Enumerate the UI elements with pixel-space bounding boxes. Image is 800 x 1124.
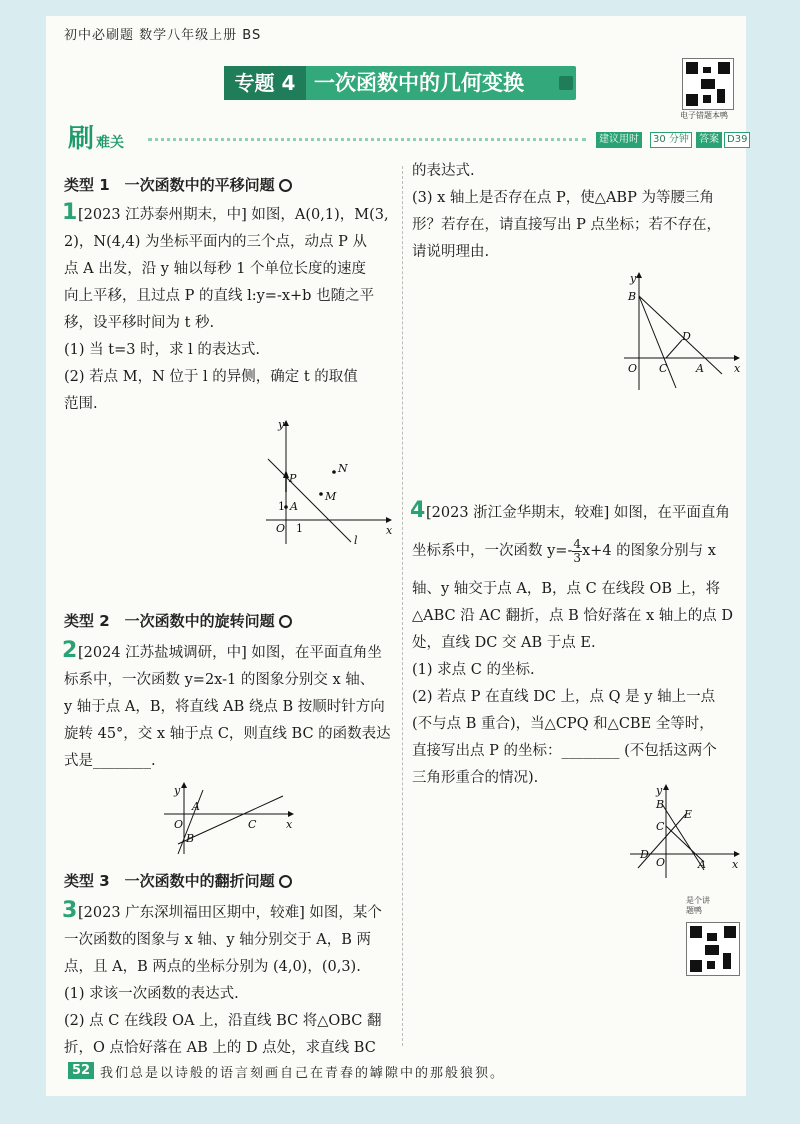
axis-label-y: y [174,784,181,797]
q3-number: 3 [62,898,78,923]
label-o: O [174,818,184,831]
q2-text-rest [64,667,394,775]
section-big-char: 刷 [68,124,95,154]
q4-text [412,500,742,527]
label-one-y: 1 [278,500,285,513]
q1-line: 2)，N(4,4) 为坐标平面内的三个点，动点 P 从 [64,234,368,250]
q1-text [64,202,394,229]
q2-number: 2 [62,638,78,663]
label-c: C [248,818,257,831]
answer-value: D39 [724,132,750,148]
time-label: 建议用时 [596,132,642,148]
label-l: l [354,534,358,547]
target-icon [279,179,292,192]
header-text: 初中必刷题 数学八年级上册 BS [64,28,262,43]
q3-line: 一次函数的图象与 x 轴、y 轴分别交于 A，B 两 [64,932,372,948]
section-small: 难关 [96,135,124,151]
column-divider [402,166,403,1046]
q4-line: 处，直线 DC 交 AB 于点 E. [412,635,596,651]
type2-heading: 类型 2 一次函数中的旋转问题 [64,610,292,631]
label-a: A [192,800,200,813]
q3-figure [614,270,744,400]
q4-line2-post: x+4 的图象分别与 x [582,543,716,559]
label-a: A [290,500,298,513]
label-c: C [656,820,665,833]
qr-code-icon[interactable] [686,922,740,976]
label-o: O [628,362,638,375]
section-divider [148,138,586,141]
puzzle-icon [559,76,573,90]
q2-line: 式是________. [64,753,156,769]
q3-line: 点，且 A，B 两点的坐标分别为 (4,0)，(0,3). [64,959,361,975]
q4-line: 轴、y 轴交于点 A，B，点 C 在线段 OB 上，将 [412,581,721,597]
label-o: O [276,522,286,535]
q1-line: 点 A 出发，沿 y 轴以每秒 1 个单位长度的速度 [64,261,367,277]
q4-number: 4 [410,498,426,523]
fraction-numerator: 4 [573,536,581,551]
axis-label-y: y [656,784,663,797]
q3-continued [412,158,742,266]
answer-label: 答案 [696,132,722,148]
q1-line: 向上平移，且过点 P 的直线 l:y=-x+b 也随之平 [64,288,375,304]
q1-line: (1) 当 t=3 时，求 l 的表达式. [64,342,261,358]
q4-line: 三角形重合的情况). [412,770,539,786]
q4-figure [624,782,744,882]
footer-motto: 我们总是以诗般的语言刻画自己在青春的罅隙中的那般狼狈。 [100,1066,506,1081]
label-a: A [696,362,704,375]
q1-figure [256,414,396,554]
q1-line: 范围. [64,396,98,412]
q1-text-rest [64,229,394,418]
qr-caption-bottom: 是个讲题鸭 [686,896,710,915]
axis-label-y: y [278,418,285,431]
top-header [46,16,746,44]
axis-label-x: x [732,858,739,871]
label-d: D [640,848,649,861]
type1-heading: 类型 1 一次函数中的平移问题 [64,174,292,195]
q2-line: y 轴于点 A，B，将直线 AB 绕点 B 按顺时针方向 [64,699,385,715]
q3-line: (2) 点 C 在线段 OA 上，沿直线 BC 将△OBC 翻 [64,1013,382,1029]
q1-line: [2023 江苏泰州期末，中] 如图，A(0,1)，M(3, [78,207,389,223]
label-b: B [628,290,637,303]
target-icon [279,875,292,888]
q3-cont-line: 的表达式. [412,163,475,179]
q2-figure [158,780,298,860]
section-header [68,124,748,154]
q4-line2 [412,536,742,566]
fraction-denominator: 3 [573,550,581,565]
q3-cont-line: 请说明理由. [412,244,490,260]
label-m: M [325,490,337,503]
q3-cont-line: (3) x 轴上是否存在点 P，使△ABP 为等腰三角 [412,190,714,206]
q4-line: [2023 浙江金华期末，较难] 如图，在平面直角 [426,505,730,521]
q4-line: △ABC 沿 AC 翻折，点 B 恰好落在 x 轴上的点 D [412,608,734,624]
label-o: O [656,856,666,869]
q2-text [64,640,394,667]
label-c: C [659,362,668,375]
label-b: B [656,798,665,811]
qr-caption: 电子错题本鸭 [680,111,728,120]
q2-line: [2024 江苏盐城调研，中] 如图，在平面直角坐 [78,645,382,661]
axis-label-x: x [286,818,293,831]
q2-line: 标系中，一次函数 y=2x-1 的图象分别交 x 轴、 [64,672,375,688]
page-number: 52 [68,1062,94,1079]
label-a: A [698,858,706,871]
q4-line2-pre: 坐标系中，一次函数 y=- [412,543,573,559]
axis-label-x: x [386,524,393,537]
label-b: B [186,832,195,845]
topic-text: 一次函数中的几何变换 [314,71,524,95]
time-value: 30 分钟 [650,132,692,148]
q3-cont-line: 形？若存在，请直接写出 P 点坐标；若不存在， [412,217,721,233]
q1-line: 移，设平移时间为 t 秒. [64,315,215,331]
label-d: D [682,330,691,343]
q4-text-rest [412,576,742,792]
q1-line: (2) 若点 M，N 位于 l 的异侧，确定 t 的取值 [64,369,358,385]
label-one-x: 1 [296,522,303,535]
type3-heading: 类型 3 一次函数中的翻折问题 [64,870,292,891]
q3-text-rest [64,927,394,1062]
q3-line: [2023 广东深圳福田区期中，较难] 如图，某个 [78,905,382,921]
page-footer [46,1056,746,1086]
q4-line: (1) 求点 C 的坐标. [412,662,535,678]
label-n: N [338,462,348,475]
q3-text [64,900,394,927]
qr-code-icon[interactable] [682,58,734,110]
topic-tag: 专题 4 [224,66,306,100]
fraction [572,538,582,565]
q3-line: 折，O 点恰好落在 AB 上的 D 点处，求直线 BC [64,1040,376,1056]
q1-number: 1 [62,200,78,225]
target-icon [279,615,292,628]
label-e: E [684,808,693,821]
q2-line: 旋转 45°，交 x 轴于点 C，则直线 BC 的函数表达 [64,726,391,742]
q4-line: 直接写出点 P 的坐标：________ (不包括这两个 [412,743,717,759]
topic-title [224,66,576,100]
q4-line: (不与点 B 重合)，当△CPQ 和△CBE 全等时， [412,716,714,732]
page [46,16,746,1096]
label-p: P [289,472,297,485]
q3-line: (1) 求该一次函数的表达式. [64,986,239,1002]
axis-label-y: y [630,272,637,285]
q4-line: (2) 若点 P 在直线 DC 上，点 Q 是 y 轴上一点 [412,689,716,705]
axis-label-x: x [734,362,741,375]
